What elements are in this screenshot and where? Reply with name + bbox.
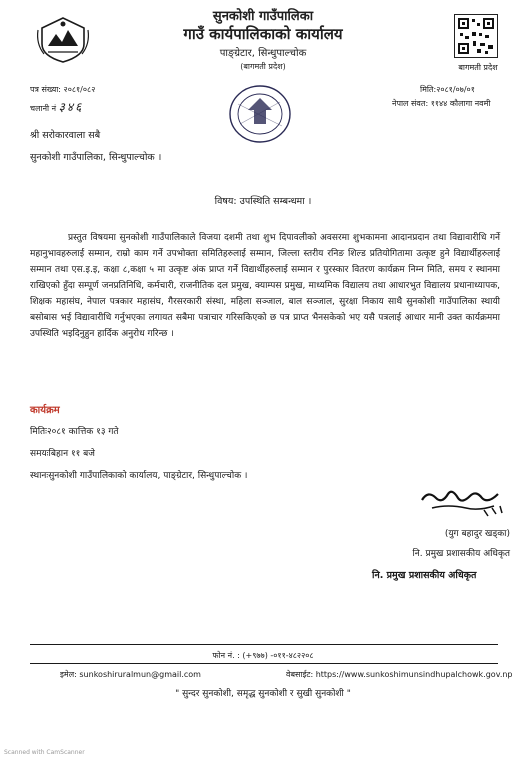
program-time: समयःबिहान ११ बजे [30, 449, 95, 459]
dispatch-number-value: ३४६ [58, 100, 84, 114]
letter-number-label: पत्र संख्या: [30, 85, 61, 94]
recipient-address: सुनकोशी गाउँपालिका, सिन्धुपाल्चोक । [30, 152, 162, 163]
letter-subject: विषय: उपस्थिति सम्बन्धमा । [214, 196, 312, 207]
letter-date [420, 84, 475, 95]
office-stamp-icon [208, 80, 312, 148]
letter-date-label: मिति: [420, 85, 437, 94]
signatory-title: नि. प्रमुख प्रशासकीय अधिकृत [412, 549, 510, 559]
program-place: स्थानःसुनकोशी गाउँपालिकाको कार्यालय, पाङ्ग्रेटार, सिन्धुपाल्चोक । [30, 471, 248, 481]
footer-website-label: वेबसाईट: [286, 670, 314, 679]
footer-email-link[interactable]: sunkoshiruralmun@gmail.com [79, 670, 201, 679]
dispatch-number-label: चलानी नं [30, 104, 57, 113]
province-label: बागमती प्रदेश [458, 63, 498, 72]
office-name: गाउँ कार्यपालिकाको कार्यालय [183, 25, 343, 43]
program-date: मितिः२०८१ कात्तिक १३ गते [30, 427, 119, 437]
handwritten-signature-icon [418, 486, 506, 518]
footer-email-label: इमेल: [60, 670, 77, 679]
signatory-seal-text: नि. प्रमुख प्रशासकीय अधिकृत [372, 570, 477, 581]
footer-website [286, 669, 513, 680]
footer-divider-bottom [30, 663, 498, 664]
letter-date-value: २०८१/०७/०१ [436, 85, 475, 94]
office-address: पाङ्ग्रेटार, सिन्धुपाल्चोक [219, 48, 307, 59]
office-province-note: (बागमती प्रदेश) [240, 62, 286, 71]
recipient-name: श्री सरोकारवाला सबै [30, 130, 101, 141]
nepal-sambat-date [392, 98, 490, 109]
footer-phone: फोन नं. : (+९७७) -०११-४८२२०८ [212, 651, 314, 660]
dispatch-number [30, 98, 83, 115]
footer-website-link[interactable]: https://www.sunkoshimunsindhupalchowk.gov.np [315, 670, 513, 679]
signatory-name: (युग बहादुर खड्का) [444, 529, 510, 539]
footer-divider-top [30, 644, 498, 645]
qr-code-icon [454, 14, 498, 58]
program-heading: कार्यक्रम [30, 405, 60, 416]
footer-slogan: " सुन्दर सुनकोशी, समृद्ध सुनकोशी र सुखी सुनकोशी " [175, 689, 351, 699]
nepal-sambat-label: नेपाल संवत: [392, 99, 429, 108]
letter-body: प्रस्तुत विषयमा सुनकोशी गाउँपालिकाले विजया दशमी तथा शुभ दिपावलीको अवसरमा शुभकामना आदानप्रदान तथा विद्यावारीधि गर्ने महानुभावहरुलाई सम्मान, राम्रो काम गर्ने उपभोक्ता समितिहरुलाई सम्मान, जिल्ला स्तरीय रनिङ शिल्ड प्रतियोगितामा उत्कृष्ट हुने विद्यार्थीहरुलाई सम्मान तथा एस.इ.इ, कक्षा ८,कक्षा ५ मा उत्कृष्ट अंक प्राप्त गर्ने विद्यार्थीहरुलाई सम्मान र पुरस्कार वितरण कार्यक्रम निम्न मिति, समय र स्थानमा राखिएको हुँदा सम्पूर्ण जनप्रतिनिधि, कर्मचारी, राजनीतिक दल प्रमुख, क्याम्पस प्रमुख, माध्यमिक विद्यालय तथा आधारभुत विद्यालय प्रधानाध्यापक, शिक्षक महासंघ, नेपाल पत्रकार महासंघ, गैरसरकारी संस्था, महिला सञ्जाल, बाल सञ्जाल, सुरक्षा निकाय साथै सुनकोशी गाउँपालिका स्थायी बसोबास भई विद्यावारीधि गर्नुभएका लगायत सबैमा पत्राचार गरिसकिएको छ पत्र प्राप्त भैनसकेको भए यसै पत्रलाई आधार मानी उक्त कार्यक्रममा उपस्थिति भइदिनुहुन हार्दिक अनुरोध गरिन्छ । [30, 233, 500, 339]
municipality-name: सुनकोशी गाउँपालिका [212, 9, 314, 24]
nepal-sambat-value: ११४४ कौलागा नवमी [430, 99, 491, 108]
letter-number-value: २०८१/०८२ [63, 85, 96, 94]
letter-number [30, 84, 95, 95]
footer-email [60, 669, 201, 680]
scanner-watermark: Scanned with CamScanner [4, 749, 85, 756]
